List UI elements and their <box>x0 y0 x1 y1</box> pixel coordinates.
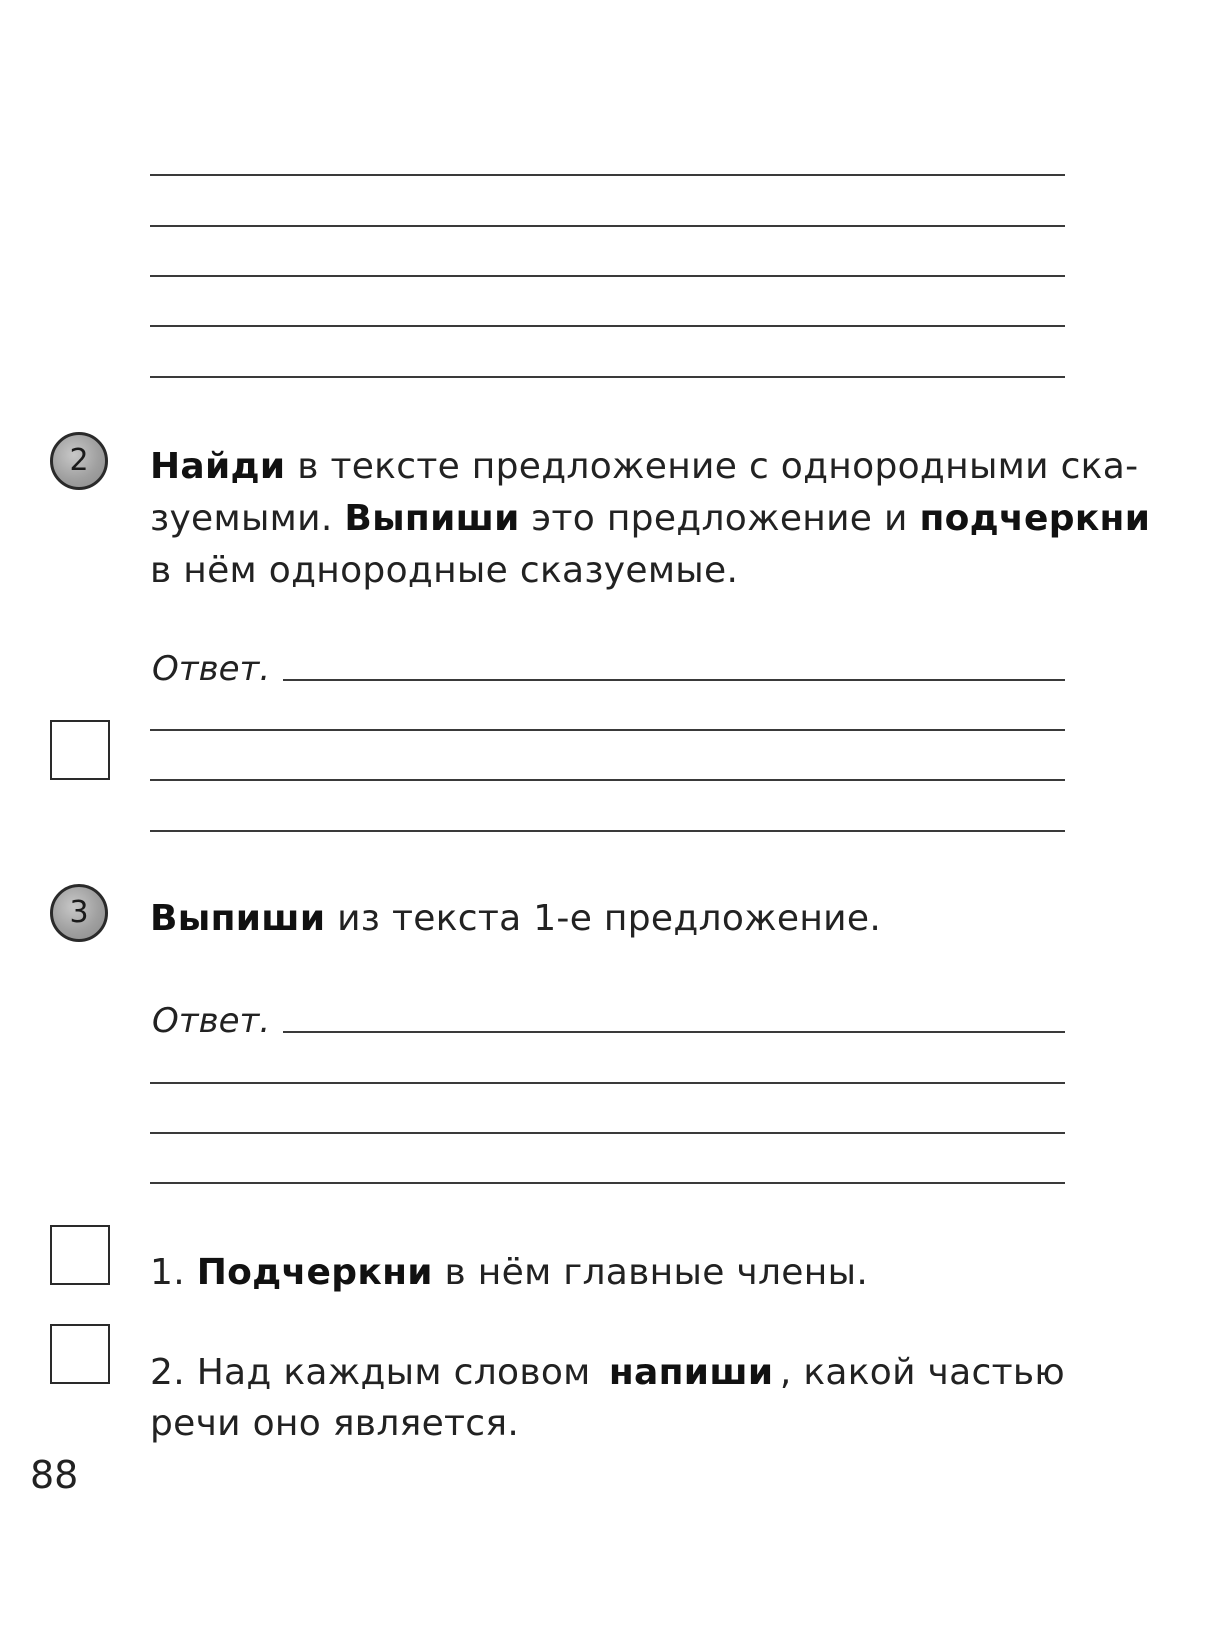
answer-line[interactable] <box>150 779 1065 781</box>
score-box[interactable] <box>50 1324 110 1384</box>
task-number: 3 <box>69 895 89 930</box>
bold-verb: Выпиши <box>150 898 326 939</box>
answer-line[interactable] <box>150 1132 1065 1134</box>
instruction-text: в нём главные члены. <box>432 1252 869 1293</box>
instruction-text: в тексте предложение с однородными ска- <box>285 446 1139 487</box>
instruction-text: 2. Над каждым словом <box>150 1352 603 1393</box>
answer-line[interactable] <box>283 1031 1065 1033</box>
answer-label: Ответ. <box>152 1001 271 1041</box>
instruction-text: в нём однородные сказуемые. <box>150 550 739 591</box>
task-instruction-line <box>150 892 1065 945</box>
instruction-text: это предложение и <box>519 498 920 539</box>
task-number-badge <box>50 432 108 490</box>
instruction-text: , какой частью <box>779 1352 1065 1393</box>
task-instruction-line <box>150 544 1065 597</box>
bold-verb: Подчеркни <box>196 1252 433 1293</box>
task-number-badge <box>50 884 108 942</box>
bold-verb: напиши <box>608 1352 774 1393</box>
task-instruction-line <box>150 440 1139 493</box>
writing-line <box>150 275 1065 277</box>
writing-line <box>150 376 1065 378</box>
task-instruction-line <box>150 492 1151 545</box>
subtask-line <box>150 1397 1065 1450</box>
answer-label: Ответ. <box>152 649 271 689</box>
bold-verb: подчеркни <box>919 498 1151 539</box>
instruction-text: зуемыми. <box>150 498 345 539</box>
answer-line[interactable] <box>150 1182 1065 1184</box>
page-number: 88 <box>30 1453 79 1497</box>
answer-line[interactable] <box>150 729 1065 731</box>
answer-line[interactable] <box>283 679 1065 681</box>
instruction-text: речи оно является. <box>150 1403 520 1444</box>
task-number: 2 <box>69 443 89 478</box>
instruction-text: из текста 1-е предложение. <box>325 898 882 939</box>
answer-line[interactable] <box>150 1082 1065 1084</box>
subtask-line <box>150 1246 1065 1299</box>
bold-verb: Найди <box>150 446 286 487</box>
subtask-line <box>150 1346 1065 1399</box>
score-box[interactable] <box>50 720 110 780</box>
writing-line <box>150 174 1065 176</box>
bold-verb: Выпиши <box>344 498 520 539</box>
score-box[interactable] <box>50 1225 110 1285</box>
writing-line <box>150 325 1065 327</box>
instruction-text: 1. <box>150 1252 197 1293</box>
writing-line <box>150 225 1065 227</box>
answer-line[interactable] <box>150 830 1065 832</box>
